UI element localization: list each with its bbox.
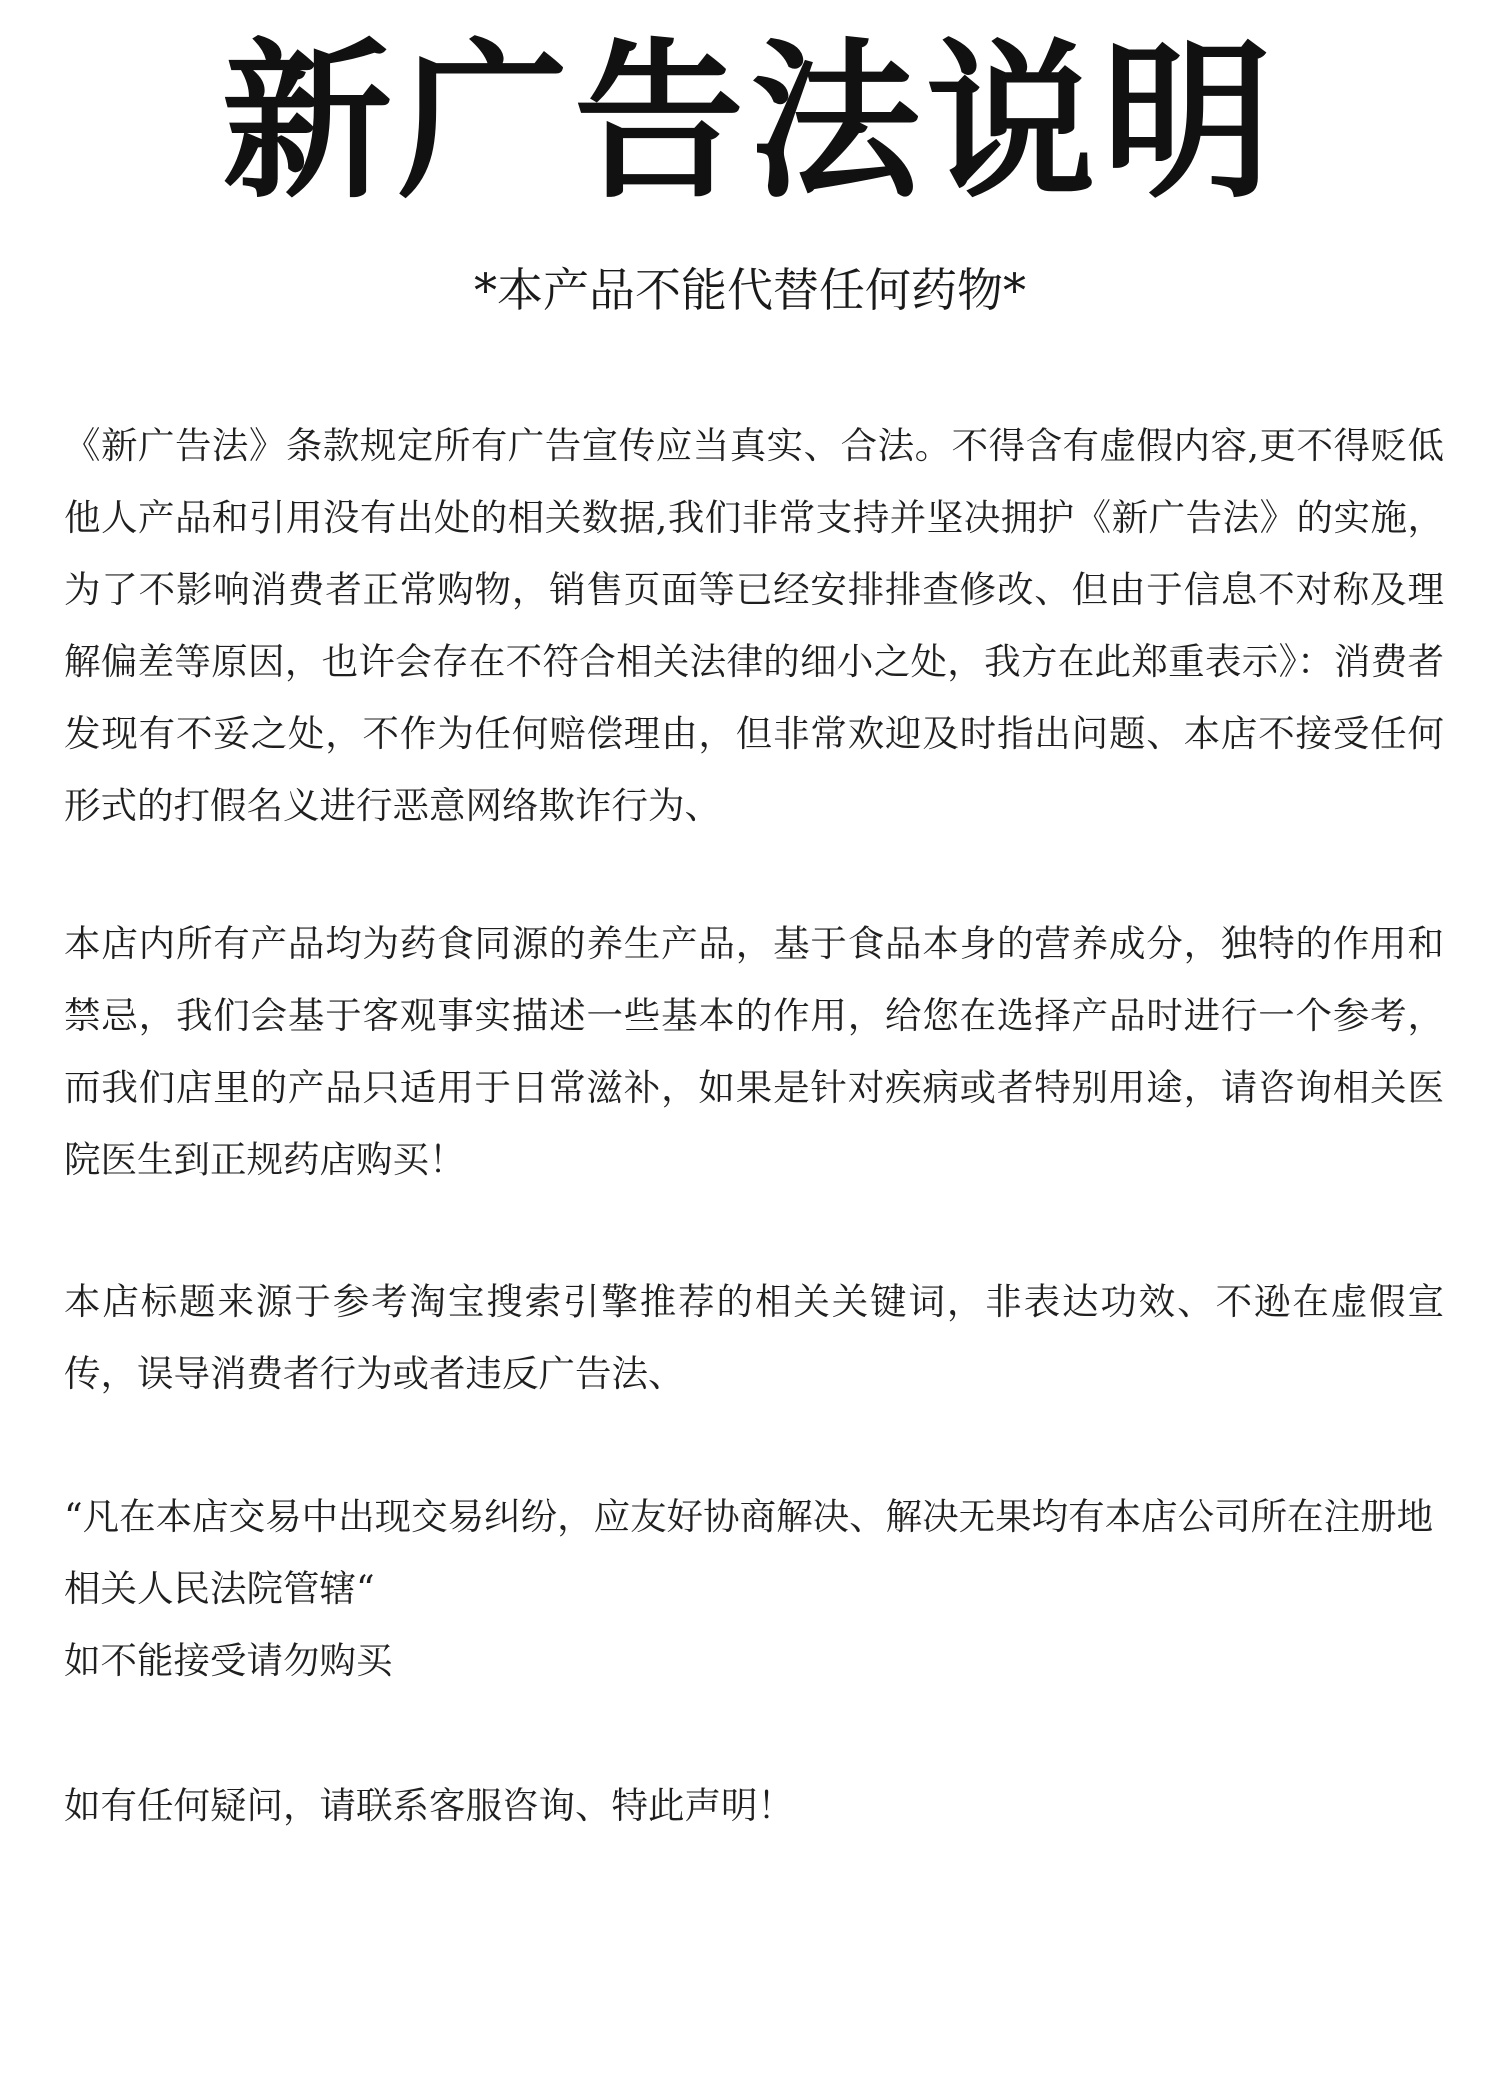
paragraph-acceptance: 如不能接受请勿购买 bbox=[64, 1639, 393, 1682]
page-title: 新广告法说明 bbox=[221, 22, 1278, 222]
paragraph-contact: 如有任何疑问，请联系客服咨询、特此声明！ bbox=[64, 1784, 794, 1827]
page-subtitle: *本产品不能代替任何药物* bbox=[474, 263, 1026, 317]
paragraph-title-source: 本店标题来源于参考淘宝搜索引擎推荐的相关关键词，非表达功效、不逊在虚假宣传，误导消费者行为或者违反广告法、 bbox=[64, 1280, 1444, 1395]
paragraph-jurisdiction: 相关人民法院管辖“ bbox=[64, 1567, 375, 1610]
paragraph-product-description: 本店内所有产品均为药食同源的养生产品，基于食品本身的营养成分，独特的作用和禁忌，我们会基于客观事实描述一些基本的作用，给您在选择产品时进行一个参考，而我们店里的产品只适用于日常滋补，如果是针对疾病或者特别用途，请咨询相关医院医生到正规药店购买！ bbox=[64, 922, 1444, 1181]
paragraph-advertising-law: 《新广告法》条款规定所有广告宣传应当真实、合法。不得含有虚假内容,更不得贬低他人产品和引用没有出处的相关数据,我们非常支持并坚决拥护《新广告法》的实施，为了不影响消费者正常购物，销售页面等已经安排排查修改、但由于信息不对称及理解偏差等原因，也许会存在不符合相关法律的细小之处，我方在此郑重表示》：消费者发现有不妥之处，不作为任何赔偿理由，但非常欢迎及时指出问题、本店不接受任何形式的打假名义进行恶意网络欺诈行为、 bbox=[64, 424, 1444, 827]
paragraph-dispute-resolution: “凡在本店交易中出现交易纠纷，应友好协商解决、解决无果均有本店公司所在注册地 bbox=[64, 1495, 1434, 1538]
